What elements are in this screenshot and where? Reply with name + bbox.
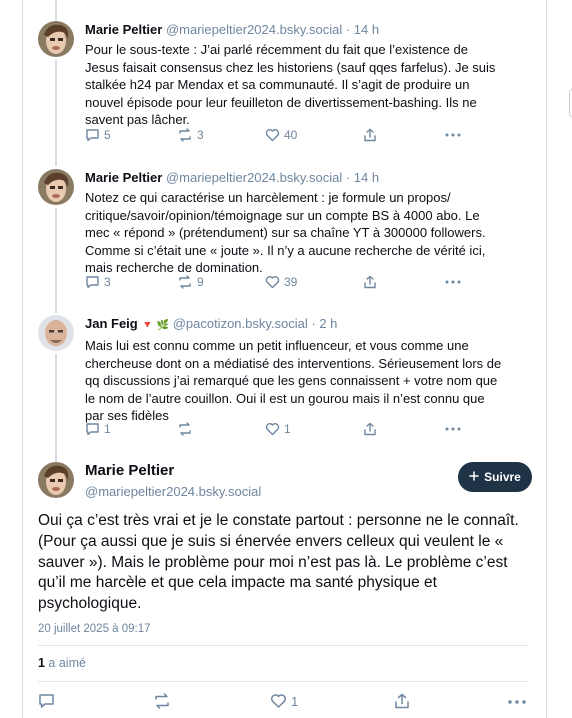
reply-count: 1 [104, 422, 111, 436]
like-icon [270, 693, 287, 709]
like-button[interactable] [265, 422, 291, 436]
author-badges: 🔻 🌿 [141, 320, 170, 331]
reply-icon [85, 275, 100, 289]
more-button[interactable] [445, 280, 461, 284]
sidebar-edge [544, 0, 572, 718]
like-icon [265, 128, 280, 142]
more-icon [445, 133, 461, 137]
repost-icon [177, 422, 193, 436]
like-button[interactable] [265, 128, 297, 142]
share-button[interactable] [363, 275, 377, 289]
follow-label: Suivre [484, 470, 521, 484]
left-column-border [22, 0, 23, 718]
follow-button[interactable] [458, 462, 532, 492]
like-icon [265, 275, 280, 289]
reply-button[interactable] [85, 275, 111, 289]
share-icon [363, 275, 377, 289]
reply-button[interactable] [85, 422, 111, 436]
thread-line [55, 354, 57, 462]
avatar[interactable] [38, 462, 74, 498]
post-text: Mais lui est connu comme un petit influenceur, et vous comme une chercheuse dont on a médiatisé des interventions. Sérieusement lors de qq discussions j’ai remarqué que les gens connaissent + votre nom que le nom de l’autre couillon. Oui il est un gourou mais il n’est connu que par ses fidèles [85, 338, 502, 424]
post-text: Notez ce qui caractérise un harcèlement : je formule un propos/ critique/savoir/opinion/témoignage sur un compte BS à 4000 abo. Le mec « répond » (prétendument) sur sa chaîne YT à 300000 followers. Comme si c’était une « joute ». Il n’y a aucune recherche de vérité ici, mais recherche de domination. [85, 190, 486, 276]
share-icon [363, 128, 377, 142]
avatar[interactable] [38, 315, 74, 351]
likes-summary-count: 1 [38, 656, 45, 670]
post-date[interactable]: 20 juillet 2025 à 09:17 [38, 623, 151, 635]
share-button[interactable] [363, 422, 377, 436]
repost-button[interactable] [153, 693, 171, 709]
more-icon [445, 280, 461, 284]
divider [38, 681, 528, 682]
main-author-handle[interactable]: @mariepeltier2024.bsky.social [85, 484, 262, 499]
share-button[interactable] [363, 128, 377, 142]
divider [38, 645, 528, 646]
avatar[interactable] [38, 21, 74, 57]
main-post-text: Oui ça c’est très vrai et je le constate partout : personne ne le connaît. (Pour ça aussi que je suis si énervée envers celleux qui veulent le « sauver »). Mais le problème pour moi n’est pas là. Le problème c’est qu’il me harcèle et que cela impacte ma santé physique et psychologique. [38, 512, 519, 613]
like-count: 1 [284, 422, 291, 436]
thread-post [85, 315, 505, 425]
repost-button[interactable] [177, 422, 197, 436]
more-button[interactable] [445, 133, 461, 137]
repost-button[interactable] [177, 275, 204, 289]
likes-summary-label: a aimé [44, 656, 86, 670]
like-count: 40 [284, 128, 298, 142]
like-count: 1 [291, 693, 299, 709]
author-handle[interactable]: @mariepeltier2024.bsky.social [165, 22, 343, 37]
more-button[interactable] [445, 427, 461, 431]
more-icon [445, 427, 461, 431]
reply-icon [85, 128, 100, 142]
thread-line [55, 60, 57, 166]
post-text: Pour le sous-texte : J’ai parlé récemment du fait que l’existence de Jesus faisait consensus chez les historiens (sauf qqes farfelus). Je suis stalkée h24 par Mendax et sa communauté. Il s’agit de produire un nouvel épisode pour leur feuilleton de divertissement-bashing. Ils ne savent pas lâcher. [85, 42, 496, 128]
repost-icon [177, 275, 193, 289]
reply-icon [38, 693, 55, 709]
repost-count: 3 [197, 128, 204, 142]
more-button[interactable] [508, 700, 526, 704]
likes-summary[interactable] [38, 656, 86, 670]
repost-icon [153, 693, 171, 709]
share-icon [394, 693, 410, 709]
reply-icon [85, 422, 100, 436]
more-icon [508, 700, 526, 704]
reply-button[interactable] [85, 128, 111, 142]
share-icon [363, 422, 377, 436]
repost-button[interactable] [177, 128, 204, 142]
repost-icon [177, 128, 193, 142]
like-button[interactable] [270, 693, 298, 709]
thread-post [85, 21, 505, 129]
main-author-name[interactable]: Marie Peltier [85, 462, 175, 479]
repost-count: 9 [197, 275, 204, 289]
share-button[interactable] [394, 693, 410, 709]
thread-post [85, 169, 505, 277]
thread-line [55, 208, 57, 313]
post-time[interactable]: · 14 h [345, 170, 380, 185]
author-name[interactable]: Marie Peltier [85, 170, 163, 185]
author-handle[interactable]: @mariepeltier2024.bsky.social [165, 170, 343, 185]
author-name[interactable]: Marie Peltier [85, 22, 163, 37]
avatar[interactable] [38, 169, 74, 205]
post-time[interactable]: · 14 h [345, 22, 380, 37]
reply-count: 5 [104, 128, 111, 142]
reply-count: 3 [104, 275, 111, 289]
post-time[interactable]: · 2 h [311, 316, 338, 331]
author-handle[interactable]: @pacotizon.bsky.social [172, 316, 308, 331]
like-count: 39 [284, 275, 298, 289]
like-icon [265, 422, 280, 436]
thread-line [55, 0, 57, 20]
plus-icon [469, 470, 479, 484]
like-button[interactable] [265, 275, 297, 289]
reply-button[interactable] [38, 693, 55, 709]
author-name[interactable]: Jan Feig [85, 316, 138, 331]
